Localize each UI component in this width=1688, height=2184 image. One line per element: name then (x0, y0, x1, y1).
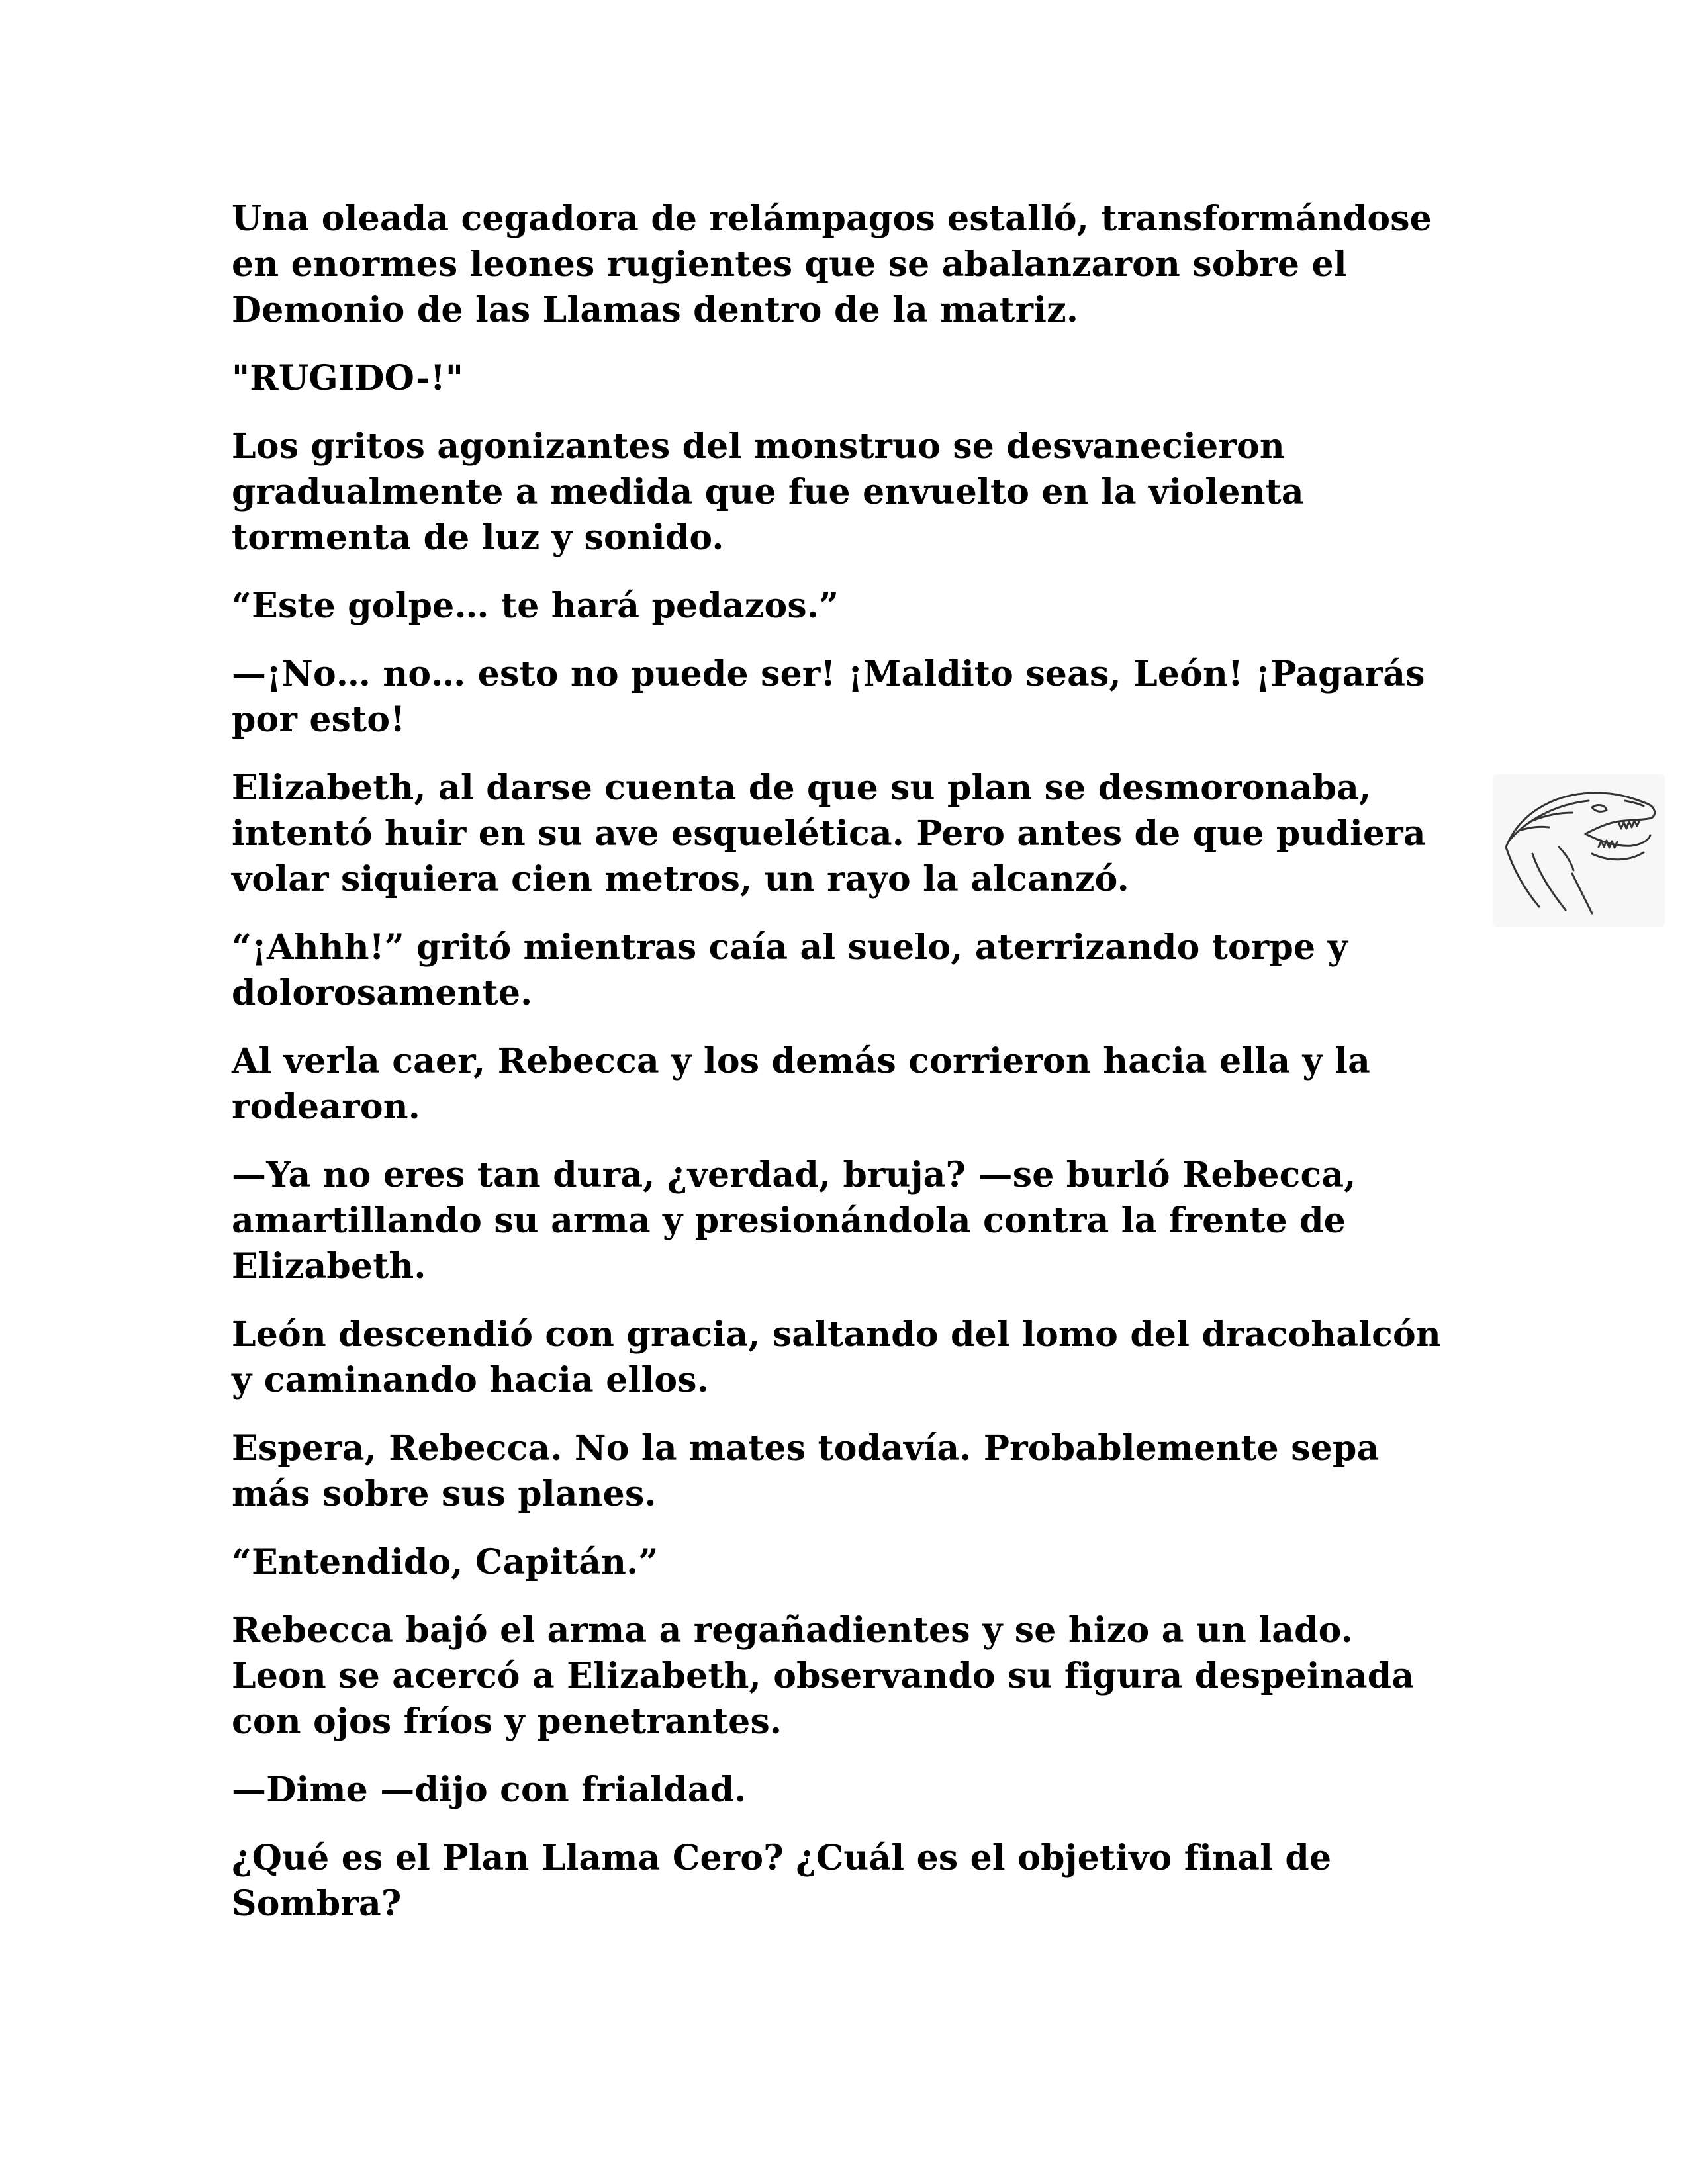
paragraph: Elizabeth, al darse cuenta de que su plan se desmoronaba, intentó huir en su ave esquelética. Pero antes de que pudiera volar siquiera cien metros, un rayo la alcanzó. (232, 768, 1426, 899)
paragraph: Al verla caer, Rebecca y los demás corrieron hacia ella y la rodearon. (232, 1041, 1371, 1127)
paragraph: —¡No… no… esto no puede ser! ¡Maldito seas, León! ¡Pagarás por esto! (232, 654, 1425, 740)
paragraph: —Dime —dijo con frialdad. (232, 1770, 747, 1810)
dinosaur-sketch-svg (1493, 774, 1665, 927)
dinosaur-head-sketch-icon (1493, 774, 1665, 927)
paragraph: Los gritos agonizantes del monstruo se desvanecieron gradualmente a medida que fue envuelto en la violenta tormenta de luz y sonido. (232, 426, 1304, 558)
paragraph: Espera, Rebecca. No la mates todavía. Probablemente sepa más sobre sus planes. (232, 1428, 1380, 1514)
paragraph: “¡Ahhh!” gritó mientras caía al suelo, aterrizando torpe y dolorosamente. (232, 927, 1348, 1013)
paragraph: Rebecca bajó el arma a regañadientes y se hizo a un lado. Leon se acercó a Elizabeth, observando su figura despeinada con ojos fríos y penetrantes. (232, 1610, 1415, 1742)
paragraph: “Entendido, Capitán.” (232, 1542, 659, 1582)
paragraph: —Ya no eres tan dura, ¿verdad, bruja? —se burló Rebecca, amartillando su arma y presionándola contra la frente de Elizabeth. (232, 1155, 1356, 1287)
paragraph: León descendió con gracia, saltando del lomo del dracohalcón y caminando hacia ellos. (232, 1314, 1441, 1400)
paragraph: Una oleada cegadora de relámpagos estalló, transformándose en enormes leones rugientes que se abalanzaron sobre el Demonio de las Llamas dentro de la matriz. (232, 199, 1432, 330)
paragraph: ¿Qué es el Plan Llama Cero? ¿Cuál es el objetivo final de Sombra? (232, 1838, 1332, 1924)
paragraph: “Este golpe… te hará pedazos.” (232, 586, 839, 626)
story-text (232, 196, 1456, 1949)
paragraph: "RUGIDO-!" (232, 358, 464, 398)
